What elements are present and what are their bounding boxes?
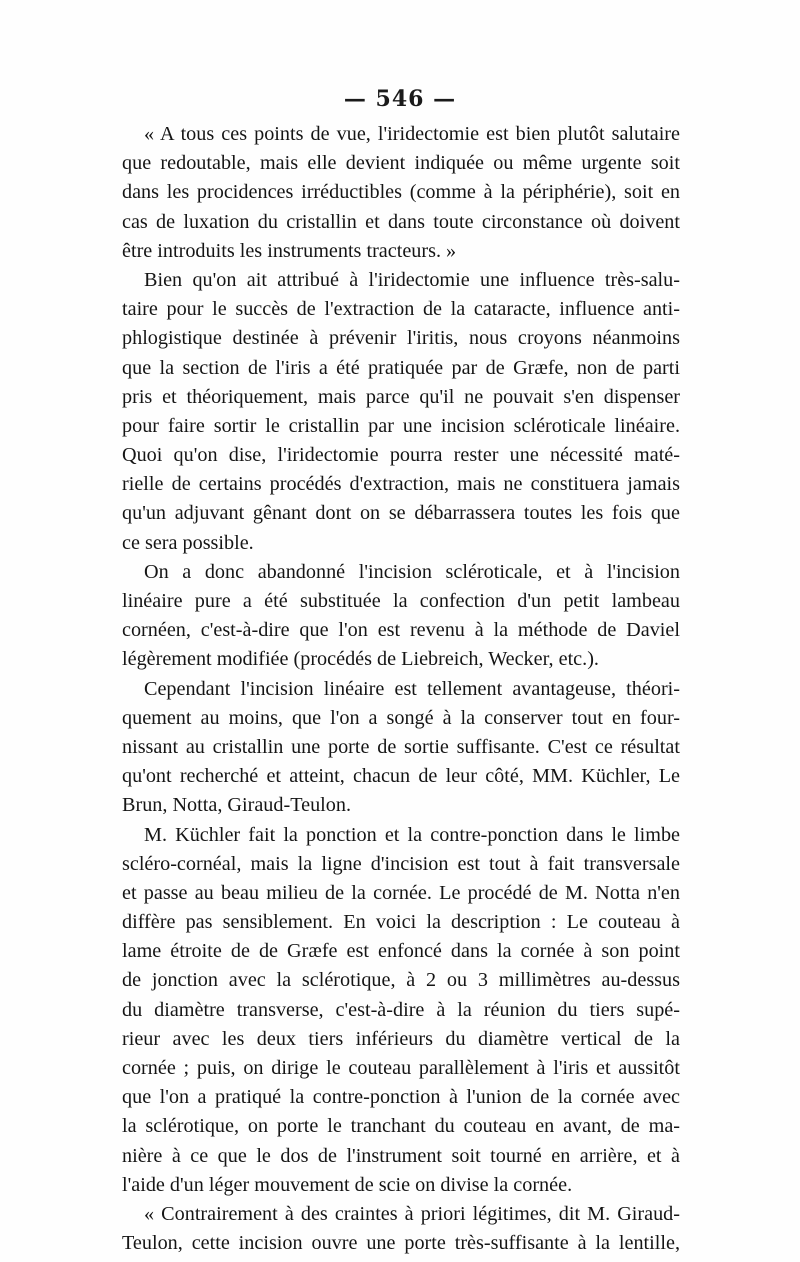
text-line: nissant au cristallin une porte de sortie suffisante. C'est ce résultat — [122, 735, 680, 758]
text-line: légèrement modifiée (procédés de Liebreich, Wecker, etc.). — [122, 648, 599, 671]
text-line: du diamètre transverse, c'est-à-dire à la réunion du tiers supé- — [122, 998, 680, 1021]
body-text — [122, 120, 680, 1258]
text-line: l'aide d'un léger mouvement de scie on divise la cornée. — [122, 1173, 573, 1196]
text-line: phlogistique destinée à prévenir l'iritis, nous croyons néanmoins — [122, 327, 680, 350]
text-line: que redoutable, mais elle devient indiquée ou même urgente soit — [122, 152, 680, 175]
text-line: Brun, Notta, Giraud-Teulon. — [122, 794, 352, 817]
text-line: « Contrairement à des craintes à priori légitimes, dit M. Giraud- — [144, 1202, 680, 1225]
paragraph — [122, 675, 680, 821]
text-line: « A tous ces points de vue, l'iridectomie est bien plutôt salutaire — [144, 123, 680, 145]
text-line: pris et théoriquement, mais parce qu'il ne pouvait s'en dispenser — [122, 385, 680, 408]
text-line: quement au moins, que l'on a songé à la conserver tout en four- — [122, 706, 680, 729]
text-line: qu'ont recherché et atteint, chacun de leur côté, MM. Küchler, Le — [122, 765, 680, 788]
text-line: scléro-cornéal, mais la ligne d'incision est tout à fait transversale — [122, 852, 680, 875]
text-line: que la section de l'iris a été pratiquée par de Græfe, non de parti — [122, 356, 680, 379]
text-line: Bien qu'on ait attribué à l'iridectomie une influence très-salu- — [144, 268, 680, 291]
text-line: de jonction avec la sclérotique, à 2 ou 3 millimètres au-dessus — [122, 969, 680, 992]
paragraph — [122, 821, 680, 1200]
text-line: lame étroite de de Græfe est enfoncé dans la cornée à son point — [122, 940, 680, 963]
paragraph — [122, 120, 680, 266]
text-line: et passe au beau milieu de la cornée. Le procédé de M. Notta n'en — [122, 881, 680, 904]
text-line: M. Küchler fait la ponction et la contre-ponction dans le limbe — [144, 823, 680, 846]
text-line: taire pour le succès de l'extraction de la cataracte, influence anti- — [122, 298, 680, 321]
text-line: dans les procidences irréductibles (comme à la périphérie), soit en — [122, 181, 680, 204]
text-line: cornéen, c'est-à-dire que l'on est revenu à la méthode de Daviel — [122, 619, 680, 642]
text-line: que l'on a pratiqué la contre-ponction à l'union de la cornée avec — [122, 1086, 680, 1109]
text-line: rielle de certains procédés d'extraction, mais ne constituera jamais — [122, 473, 680, 496]
text-line: Cependant l'incision linéaire est tellement avantageuse, théori- — [144, 677, 680, 700]
paragraph — [122, 1200, 680, 1258]
text-line: Quoi qu'on dise, l'iridectomie pourra rester une nécessité maté- — [122, 444, 680, 467]
text-line: linéaire pure a été substituée la confection d'un petit lambeau — [122, 590, 680, 612]
text-line: pour faire sortir le cristallin par une incision scléroticale linéaire. — [122, 414, 680, 437]
text-line: rieur avec les deux tiers inférieurs du diamètre vertical de la — [122, 1027, 680, 1050]
text-line: la sclérotique, on porte le tranchant du couteau en avant, de ma- — [122, 1115, 680, 1138]
paragraph — [122, 266, 680, 558]
page-number: — 546 — — [343, 86, 457, 112]
text-line: cas de luxation du cristallin et dans toute circonstance où doivent — [122, 210, 680, 233]
paragraph — [122, 558, 680, 675]
text-line: qu'un adjuvant gênant dont on se débarrassera toutes les fois que — [122, 502, 680, 525]
text-line: être introduits les instruments tracteurs. » — [122, 239, 457, 262]
text-line: diffère pas sensiblement. En voici la description : Le couteau à — [122, 911, 680, 934]
text-line: Teulon, cette incision ouvre une porte très-suffisante à la lentille, — [122, 1232, 680, 1255]
text-line: ce sera possible. — [122, 531, 254, 554]
text-line: nière à ce que le dos de l'instrument soit tourné en arrière, et à — [122, 1144, 680, 1167]
text-line: cornée ; puis, on dirige le couteau parallèlement à l'iris et aussitôt — [122, 1057, 680, 1079]
text-line: On a donc abandonné l'incision scléroticale, et à l'incision — [144, 560, 680, 583]
